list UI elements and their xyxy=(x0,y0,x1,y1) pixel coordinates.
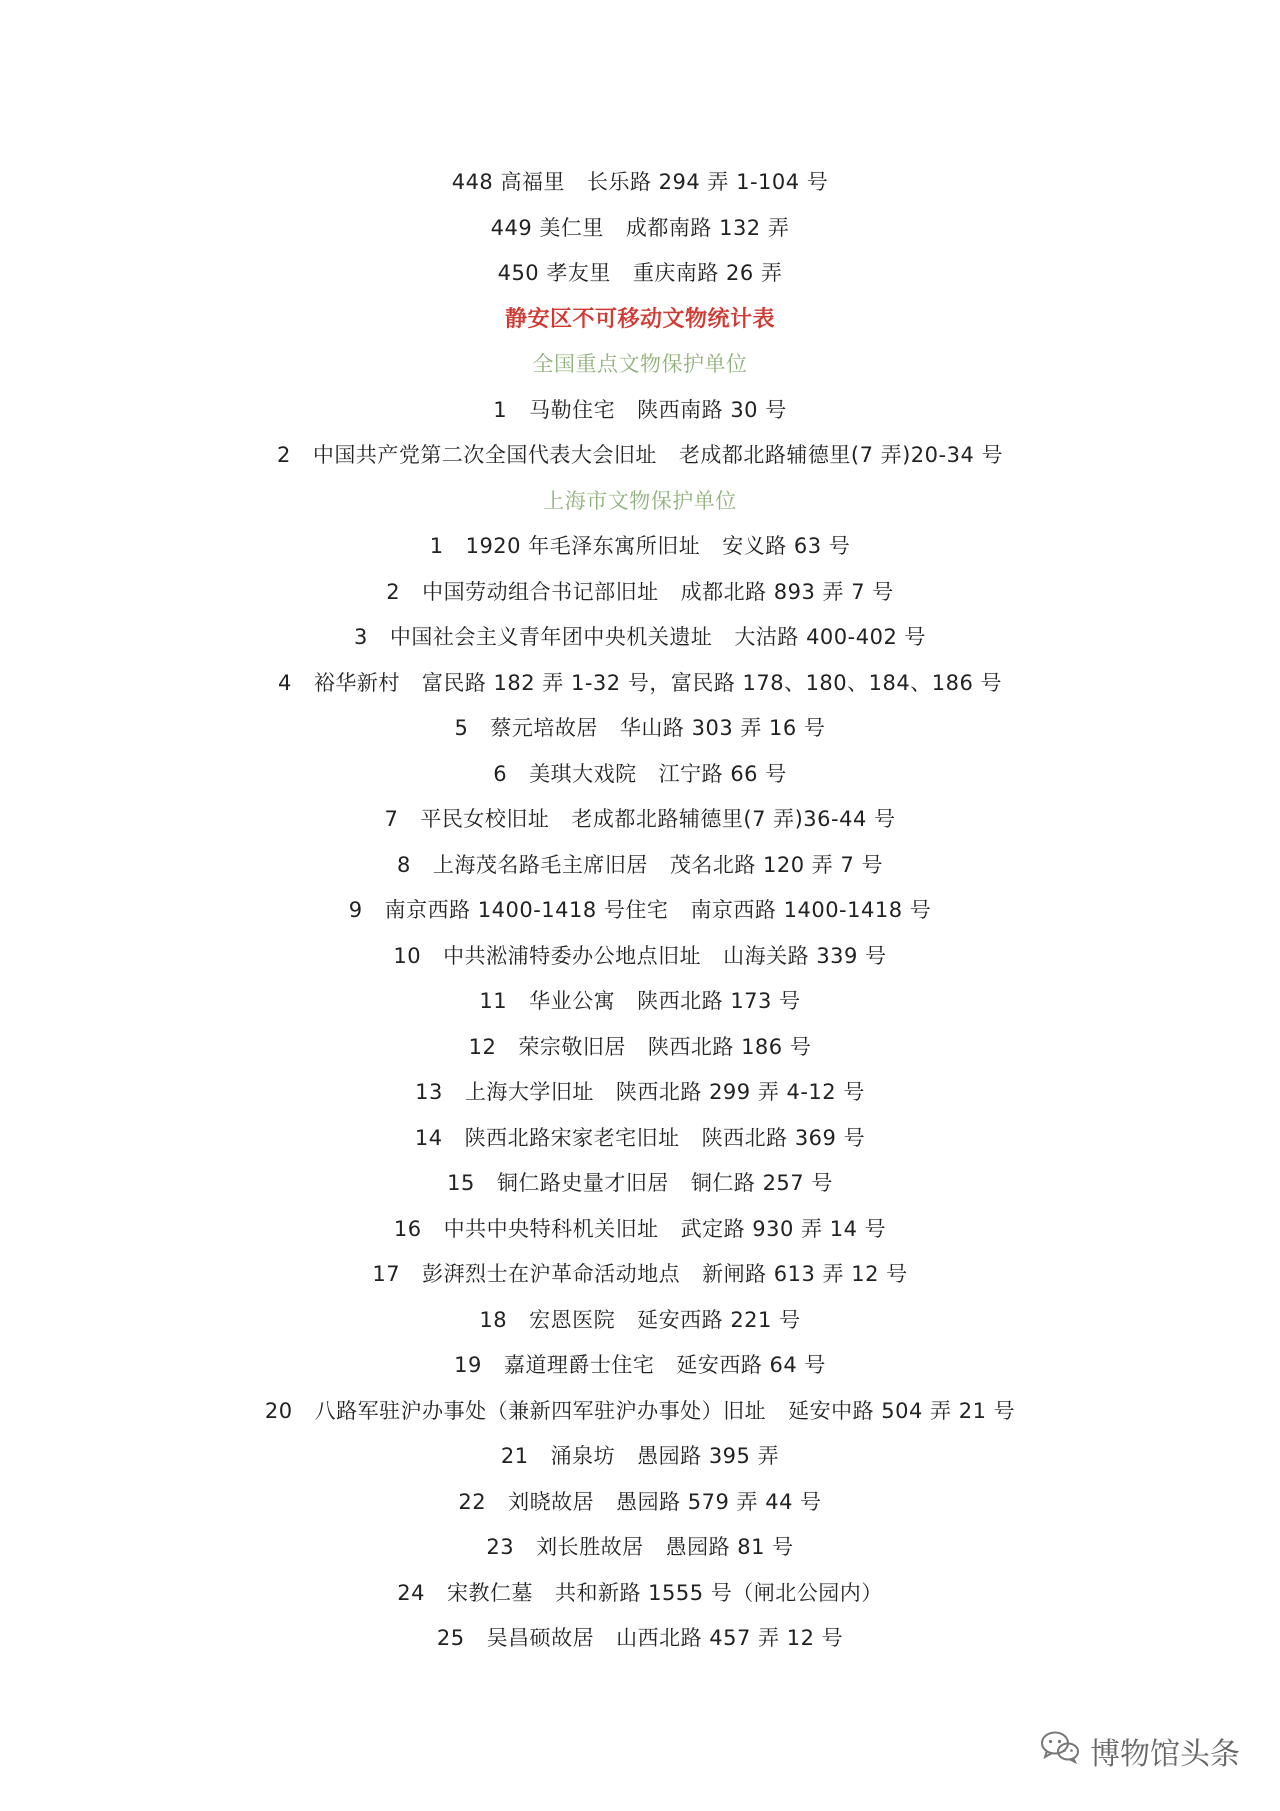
list-item xyxy=(0,388,1280,434)
entry-name: 宋教仁墓 xyxy=(446,1580,533,1605)
entry-number: 5 xyxy=(454,716,469,740)
entry-address: 富民路 182 弄 1-32 号，富民路 178、180、184、186 号 xyxy=(421,670,1002,695)
list-item xyxy=(0,934,1280,980)
entry-address: 陕西南路 30 号 xyxy=(637,397,787,422)
list-item xyxy=(0,251,1280,297)
entry-number: 25 xyxy=(436,1626,465,1650)
entry-number: 4 xyxy=(278,670,292,695)
list-item xyxy=(0,524,1280,570)
entry-number: 16 xyxy=(393,1216,422,1241)
entry-number: 8 xyxy=(396,852,411,877)
entry-address: 大沽路 400-402 号 xyxy=(734,625,926,649)
entry-address: 重庆南路 26 弄 xyxy=(632,261,783,285)
list-item xyxy=(0,1298,1280,1344)
entry-name: 448 高福里 xyxy=(451,170,565,194)
list-item xyxy=(0,1025,1280,1071)
entry-address: 茂名北路 120 弄 7 号 xyxy=(669,852,884,877)
entry-address: 山西北路 457 弄 12 号 xyxy=(616,1626,844,1650)
entry-name: 蔡元培故居 xyxy=(490,716,598,740)
entry-address: 陕西北路 369 号 xyxy=(701,1125,866,1150)
entry-number: 20 xyxy=(264,1398,293,1423)
entry-name: 荣宗敬旧居 xyxy=(518,1034,626,1059)
entry-name: 涌泉坊 xyxy=(550,1444,616,1468)
entry-name: 中国共产党第二次全国代表大会旧址 xyxy=(312,443,657,467)
entry-name: 陕西北路宋家老宅旧址 xyxy=(464,1125,680,1150)
entry-address: 老成都北路辅德里(7 弄)20-34 号 xyxy=(678,443,1003,467)
list-item xyxy=(0,570,1280,616)
entry-number: 9 xyxy=(348,898,363,922)
list-item xyxy=(0,1480,1280,1526)
entry-name: 宏恩医院 xyxy=(529,1307,616,1332)
entry-name: 中共中央特科机关旧址 xyxy=(443,1216,659,1241)
entry-name: 1920 年毛泽东寓所旧址 xyxy=(465,534,701,558)
entry-address: 共和新路 1555 号（闸北公园内） xyxy=(554,1580,883,1605)
entry-number: 18 xyxy=(479,1307,508,1332)
entry-name: 上海大学旧址 xyxy=(464,1080,594,1104)
document-body xyxy=(0,160,1280,1662)
entry-address: 华山路 303 弄 16 号 xyxy=(619,716,826,740)
entry-address: 老成都北路辅德里(7 弄)36-44 号 xyxy=(571,807,896,831)
list-item xyxy=(0,1525,1280,1571)
wechat-icon xyxy=(1040,1730,1080,1772)
list-item xyxy=(0,1070,1280,1116)
heading-text: 上海市文物保护单位 xyxy=(543,488,737,513)
entry-name: 华业公寓 xyxy=(529,989,616,1013)
entry-address: 陕西北路 186 号 xyxy=(647,1034,812,1059)
section-heading xyxy=(0,342,1280,388)
list-item xyxy=(0,1252,1280,1298)
entry-name: 美琪大戏院 xyxy=(529,761,637,786)
list-item xyxy=(0,1161,1280,1207)
list-item xyxy=(0,797,1280,843)
entry-number: 24 xyxy=(397,1580,425,1605)
entry-number: 12 xyxy=(468,1034,497,1059)
entry-name: 裕华新村 xyxy=(313,670,400,695)
list-item xyxy=(0,206,1280,252)
entry-number: 15 xyxy=(447,1171,475,1195)
list-item xyxy=(0,433,1280,479)
entry-number: 23 xyxy=(486,1535,515,1559)
entry-address: 南京西路 1400-1418 号 xyxy=(690,898,932,922)
entry-number: 1 xyxy=(429,534,444,558)
entry-address: 新闸路 613 弄 12 号 xyxy=(702,1262,908,1286)
list-item xyxy=(0,1616,1280,1662)
entry-address: 愚园路 81 号 xyxy=(665,1535,794,1559)
entry-address: 延安西路 221 号 xyxy=(637,1307,801,1332)
entry-name: 彭湃烈士在沪革命活动地点 xyxy=(422,1262,681,1286)
entry-address: 江宁路 66 号 xyxy=(658,761,787,786)
list-item xyxy=(0,843,1280,889)
entry-number: 11 xyxy=(479,989,508,1013)
entry-number: 14 xyxy=(414,1125,443,1150)
entry-name: 中国劳动组合书记部旧址 xyxy=(422,579,659,604)
list-item xyxy=(0,1571,1280,1617)
entry-name: 刘晓故居 xyxy=(508,1489,595,1514)
entry-address: 陕西北路 299 弄 4-12 号 xyxy=(615,1080,865,1104)
list-item xyxy=(0,1434,1280,1480)
entry-number: 13 xyxy=(415,1080,443,1104)
list-item xyxy=(0,160,1280,206)
entry-name: 449 美仁里 xyxy=(490,215,604,240)
list-item xyxy=(0,888,1280,934)
entry-address: 铜仁路 257 号 xyxy=(690,1171,833,1195)
entry-address: 延安中路 504 弄 21 号 xyxy=(788,1398,1016,1423)
heading-text: 全国重点文物保护单位 xyxy=(532,352,748,376)
document-title xyxy=(0,297,1280,343)
entry-address: 长乐路 294 弄 1-104 号 xyxy=(586,170,829,194)
entry-name: 平民女校旧址 xyxy=(420,807,550,831)
entry-number: 3 xyxy=(354,625,368,649)
section-heading xyxy=(0,479,1280,525)
entry-number: 10 xyxy=(393,943,422,968)
entry-number: 19 xyxy=(454,1353,482,1377)
list-item xyxy=(0,1116,1280,1162)
entry-number: 2 xyxy=(277,443,291,467)
watermark xyxy=(1040,1729,1240,1773)
entry-name: 马勒住宅 xyxy=(529,397,616,422)
list-item xyxy=(0,661,1280,707)
entry-number: 1 xyxy=(493,397,508,422)
entry-number: 2 xyxy=(386,579,401,604)
list-item xyxy=(0,706,1280,752)
entry-number: 21 xyxy=(500,1444,529,1468)
entry-name: 八路军驻沪办事处（兼新四军驻沪办事处）旧址 xyxy=(314,1398,767,1423)
entry-address: 安义路 63 号 xyxy=(722,534,851,558)
list-item xyxy=(0,1389,1280,1435)
list-item xyxy=(0,752,1280,798)
entry-name: 吴昌硕故居 xyxy=(486,1626,595,1650)
entry-number: 6 xyxy=(493,761,508,786)
list-item xyxy=(0,1207,1280,1253)
entry-address: 愚园路 395 弄 xyxy=(637,1444,780,1468)
entry-number: 7 xyxy=(384,807,399,831)
entry-name: 上海茂名路毛主席旧居 xyxy=(432,852,648,877)
heading-text: 静安区不可移动文物统计表 xyxy=(504,306,775,332)
entry-number: 17 xyxy=(372,1262,401,1286)
entry-name: 中共淞浦特委办公地点旧址 xyxy=(443,943,702,968)
list-item xyxy=(0,615,1280,661)
list-item xyxy=(0,979,1280,1025)
entry-name: 刘长胜故居 xyxy=(536,1535,644,1559)
entry-address: 成都北路 893 弄 7 号 xyxy=(680,579,894,604)
watermark-text: 博物馆头条 xyxy=(1090,1737,1240,1772)
entry-name: 中国社会主义青年团中央机关遗址 xyxy=(389,625,713,649)
entry-number: 22 xyxy=(458,1489,487,1514)
entry-name: 嘉道理爵士住宅 xyxy=(503,1353,655,1377)
entry-address: 成都南路 132 弄 xyxy=(625,215,790,240)
entry-name: 铜仁路史量才旧居 xyxy=(496,1171,669,1195)
entry-address: 武定路 930 弄 14 号 xyxy=(680,1216,887,1241)
entry-address: 陕西北路 173 号 xyxy=(637,989,801,1013)
entry-name: 南京西路 1400-1418 号住宅 xyxy=(384,898,669,922)
entry-address: 山海关路 339 号 xyxy=(723,943,887,968)
list-item xyxy=(0,1343,1280,1389)
entry-name: 450 孝友里 xyxy=(497,261,611,285)
entry-address: 延安西路 64 号 xyxy=(676,1353,826,1377)
entry-address: 愚园路 579 弄 44 号 xyxy=(616,1489,822,1514)
